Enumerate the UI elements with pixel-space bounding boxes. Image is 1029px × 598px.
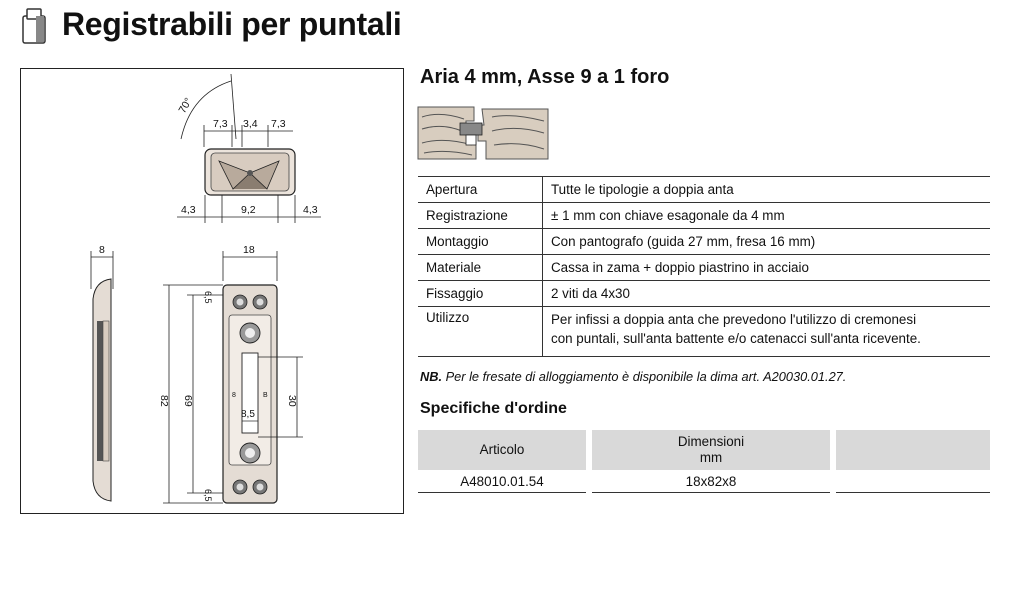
dim-bottom-right: 4,3 (303, 204, 318, 216)
note (420, 369, 846, 384)
table-row (418, 177, 990, 203)
order-header-dimensioni-line1: Dimensioni (677, 434, 745, 449)
dim-total-height: 82 (158, 395, 170, 407)
dim-top-offset: 6,5 (203, 291, 213, 304)
dim-bottom-offset: 6,5 (203, 489, 213, 502)
center-mark-left: 8 (232, 392, 236, 399)
spec-value-montaggio: Con pantografo (guida 27 mm, fresa 16 mm) (543, 229, 991, 255)
dim-bottom-center: 9,2 (241, 204, 256, 216)
spec-value-utilizzo (543, 307, 991, 357)
spec-value-registrazione: ± 1 mm con chiave esagonale da 4 mm (543, 203, 991, 229)
dim-top-center: 3,4 (243, 118, 258, 130)
dim-slot-height: 30 (286, 395, 298, 407)
spec-label-apertura: Apertura (418, 177, 543, 203)
order-cell-extra (836, 471, 990, 493)
table-row (418, 307, 990, 357)
order-cell-articolo: A48010.01.54 (418, 471, 586, 493)
spec-label-montaggio: Montaggio (418, 229, 543, 255)
spec-label-utilizzo: Utilizzo (418, 307, 543, 357)
dim-inner-height: 69 (182, 395, 194, 407)
dim-slot-width: 8,5 (241, 409, 255, 420)
page-title: Registrabili per puntali (62, 6, 402, 42)
order-cell-dimensioni: 18x82x8 (592, 471, 830, 493)
spec-label-registrazione: Registrazione (418, 203, 543, 229)
dim-top-left: 7,3 (213, 118, 228, 130)
dim-top-right: 7,3 (271, 118, 286, 130)
dim-side-width: 8 (99, 244, 105, 256)
spec-value-apertura: Tutte le tipologie a doppia anta (543, 177, 991, 203)
order-header-empty (836, 430, 990, 470)
dim-bottom-left: 4,3 (181, 204, 196, 216)
note-prefix: NB. (420, 369, 443, 384)
order-header-dimensioni (592, 430, 830, 470)
technical-drawing (20, 68, 404, 514)
vertical-dimensions-left (163, 285, 223, 503)
spec-label-fissaggio: Fissaggio (418, 281, 543, 307)
keeper-logo-icon (22, 8, 48, 46)
table-row (418, 203, 990, 229)
order-header-articolo (418, 430, 586, 470)
specifications-table (418, 176, 990, 357)
spec-value-materiale: Cassa in zama + doppio piastrino in acciaio (543, 255, 991, 281)
table-row (418, 281, 990, 307)
angle-label: 70° (176, 95, 195, 116)
spec-value-fissaggio: 2 viti da 4x30 (543, 281, 991, 307)
order-header-articolo-label: Articolo (479, 442, 525, 457)
table-row (418, 255, 990, 281)
keeper-side-view (91, 251, 113, 501)
order-section-title: Specifiche d'ordine (420, 400, 567, 417)
order-header-dimensioni-line2: mm (699, 450, 723, 465)
center-mark-right: B (263, 392, 268, 399)
dim-plate-width: 18 (243, 244, 255, 256)
spec-label-materiale: Materiale (418, 255, 543, 281)
note-text: Per le fresate di alloggiamento è disponibile la dima art. A20030.01.27. (445, 369, 847, 384)
spec-value-utilizzo-line1: Per infissi a doppia anta che prevedono l'utilizzo di cremonesi (551, 312, 917, 327)
table-row (418, 229, 990, 255)
keeper-top-view (205, 149, 295, 195)
product-subtitle: Aria 4 mm, Asse 9 a 1 foro (420, 66, 670, 88)
frame-profile-section-icon (416, 103, 550, 165)
spec-value-utilizzo-line2: con puntali, sull'anta battente e/o catenacci sull'anta ricevente. (551, 331, 921, 346)
